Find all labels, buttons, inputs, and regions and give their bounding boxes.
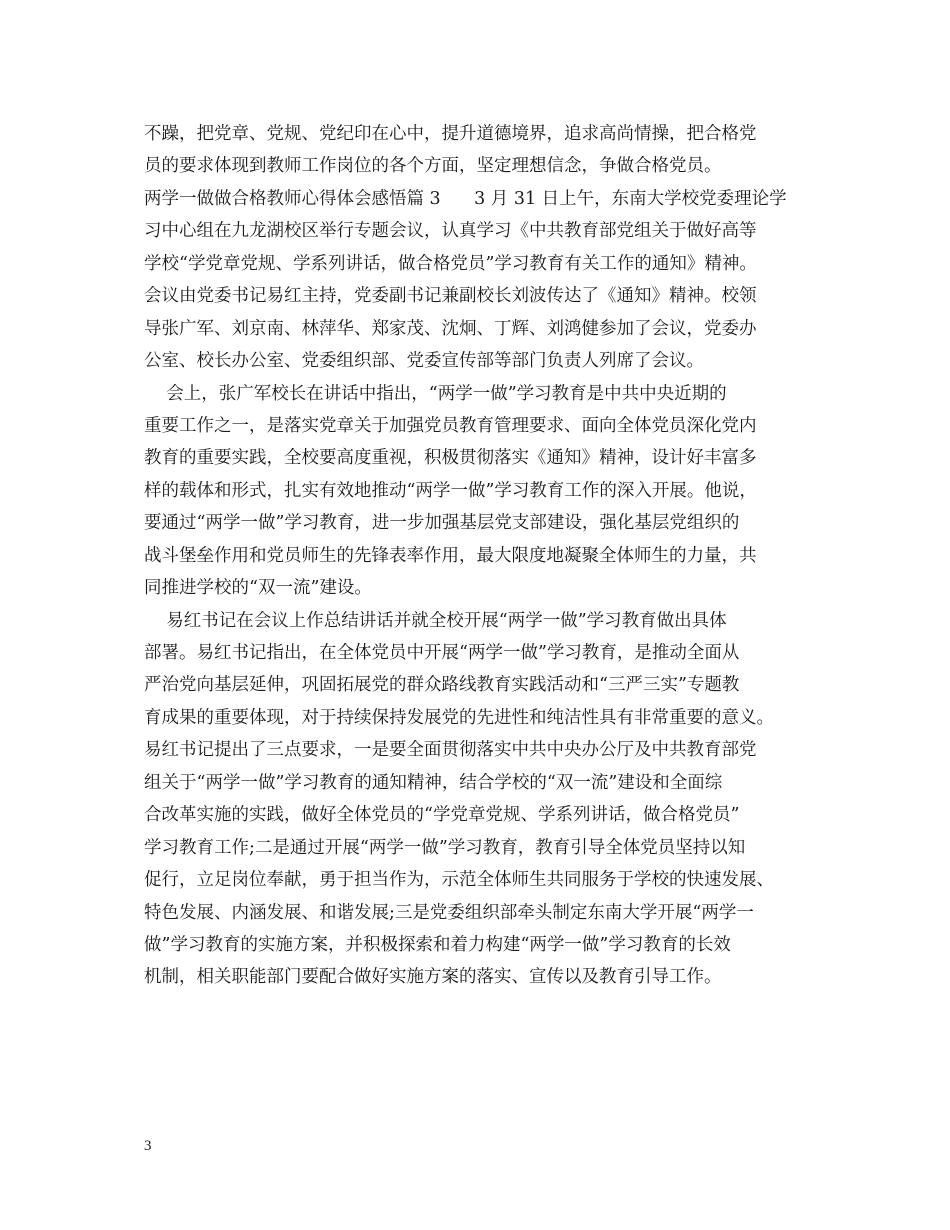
text-line: 机制，相关职能部门要配合做好实施方案的落实、宣传以及教育引导工作。: [144, 967, 722, 988]
text-line: 严治党向基层延伸，巩固拓展党的群众路线教育实践活动和“三严三实”专题教: [144, 675, 740, 696]
text-line: 要通过“两学一做”学习教育，进一步加强基层党支部建设，强化基层党组织的: [144, 513, 740, 534]
text-line: 易红书记提出了三点要求，一是要全面贯彻落实中共中央办公厅及中共教育部党: [144, 740, 757, 761]
text-line: 学习教育工作;二是通过开展“两学一做”学习教育，教育引导全体党员坚持以知: [144, 837, 746, 858]
text-line: 重要工作之一，是落实党章关于加强党员教育管理要求、面向全体党员深化党内: [144, 415, 757, 436]
text-line: 导张广军、刘京南、林萍华、郑家茂、沈炯、丁辉、刘鸿健参加了会议，党委办: [144, 318, 757, 339]
text-line: 育成果的重要体现，对于持续保持发展党的先进性和纯洁性具有非常重要的意义。: [144, 707, 774, 728]
text-line: 部署。易红书记指出，在全体党员中开展“两学一做”学习教育，是推动全面从: [144, 643, 740, 663]
text-line: 战斗堡垒作用和党员师生的先锋表率作用，最大限度地凝聚全体师生的力量，共: [144, 545, 757, 566]
text-line: 组关于“两学一做”学习教育的通知精神，结合学校的“双一流”建设和全面综: [144, 772, 723, 793]
text-line: 员的要求体现到教师工作岗位的各个方面，坚定理想信念，争做合格党员。: [144, 156, 722, 177]
text-line: 做”学习教育的实施方案，并积极探索和着力构建“两学一做”学习教育的长效: [144, 934, 731, 955]
text-line: 合改革实施的实践，做好全体党员的“学党章党规、学系列讲话，做合格党员”: [144, 805, 740, 826]
text-line: 不躁，把党章、党规、党纪印在心中，提升道德境界，追求高尚情操，把合格党: [144, 124, 757, 144]
text-line: 习中心组在九龙湖校区举行专题会议，认真学习《中共教育部党组关于做好高等: [144, 221, 757, 242]
text-line: 同推进学校的“双一流”建设。: [144, 578, 372, 599]
body-text: [144, 118, 824, 994]
text-line: 样的载体和形式，扎实有效地推动“两学一做”学习教育工作的深入开展。他说，: [144, 480, 757, 501]
text-line: 两学一做做合格教师心得体会感悟篇 3 3 月 31 日上午，东南大学校党委理论学: [144, 188, 787, 209]
text-line: 会上，张广军校长在讲话中指出，“两学一做”学习教育是中共中央近期的: [144, 383, 727, 404]
text-line: 公室、校长办公室、党委组织部、党委宣传部等部门负责人列席了会议。: [144, 351, 704, 372]
text-line: 教育的重要实践，全校要高度重视，积极贯彻落实《通知》精神，设计好丰富多: [144, 448, 757, 469]
text-line: 会议由党委书记易红主持，党委副书记兼副校长刘波传达了《通知》精神。校领: [144, 286, 757, 307]
text-line: 学校“学党章党规、学系列讲话，做合格党员”学习教育有关工作的通知》精神。: [144, 253, 757, 274]
text-line: 易红书记在会议上作总结讲话并就全校开展“两学一做”学习教育做出具体: [144, 610, 727, 631]
text-line: 特色发展、内涵发展、和谐发展;三是党委组织部牵头制定东南大学开展“两学一: [144, 902, 754, 923]
text-line: 促行，立足岗位奉献，勇于担当作为，示范全体师生共同服务于学校的快速发展、: [144, 870, 774, 891]
page-number: 3: [144, 1138, 152, 1154]
